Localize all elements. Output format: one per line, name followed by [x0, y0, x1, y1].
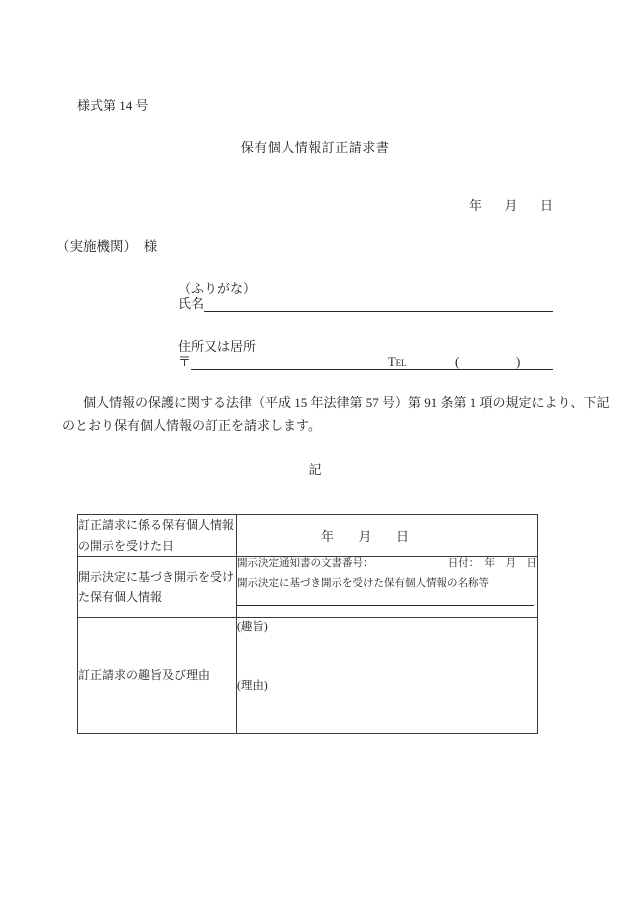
submission-date-line [469, 195, 553, 214]
legal-basis-paragraph [62, 391, 610, 437]
notice-number-line [237, 557, 537, 571]
tel-paren-close: ) [516, 354, 521, 369]
purport-label: (趣旨) [237, 621, 268, 633]
section-marker-ki: 記 [308, 462, 322, 477]
date-month-label: 月 [358, 529, 372, 544]
legal-basis-line-2: のとおり保有個人情報の訂正を請求します。 [62, 418, 321, 433]
table-row-disclosed-information [78, 557, 538, 618]
date-day-label: 日 [395, 529, 409, 544]
date-year-label: 年 [321, 529, 335, 544]
disclosure-date-line [321, 526, 409, 545]
row1-value-cell [237, 515, 538, 557]
date-month-label: 月 [504, 198, 518, 213]
table-row-disclosure-date [78, 515, 538, 557]
row3-value-cell [237, 618, 538, 734]
legal-basis-line-1: 個人情報の保護に関する法律（平成 15 年法律第 57 号）第 91 条第 1 項の規定により、下記 [83, 395, 610, 410]
table-row-purport-and-reason [78, 618, 538, 734]
row2-header-line-2: た保有個人情報 [78, 590, 163, 604]
postal-mark: 〒 [178, 354, 192, 369]
name-label: 氏名 [178, 296, 205, 311]
furigana-label: （ふりがな） [178, 281, 257, 296]
name-fill-line [204, 296, 553, 312]
information-name-fill-line [237, 605, 534, 606]
row1-header-line-1: 訂正請求に係る保有個人情報 [78, 518, 235, 532]
row1-header-cell [78, 515, 237, 557]
notice-date-label: 日付： 年 月 日 [447, 558, 537, 569]
address-field-row [178, 353, 553, 370]
form-number: 様式第 14 号 [77, 98, 149, 113]
name-field-row [178, 296, 553, 312]
address-fill-line [191, 353, 553, 370]
reason-label: (理由) [237, 680, 268, 692]
date-year-label: 年 [469, 198, 483, 213]
date-day-label: 日 [539, 198, 553, 213]
address-label: 住所又は居所 [178, 339, 257, 354]
row3-header-cell [78, 618, 237, 734]
tel-paren-open: ( [455, 354, 460, 369]
row2-header-cell [78, 557, 237, 618]
correction-request-table [77, 514, 538, 734]
recipient-line: （実施機関） 様 [56, 239, 158, 254]
row3-header-line: 訂正請求の趣旨及び理由 [78, 668, 211, 683]
information-name-label: 開示決定に基づき開示を受けた保有個人情報の名称等 [237, 578, 489, 589]
document-title: 保有個人情報訂正請求書 [240, 140, 390, 155]
row1-header-line-2: の開示を受けた日 [78, 538, 175, 553]
doc-number-label: 開示決定通知書の文書番号： [237, 558, 374, 569]
tel-label: Tel [388, 355, 407, 369]
row2-header-line-1: 開示決定に基づき開示を受け [78, 569, 235, 584]
row2-value-cell [237, 557, 538, 618]
